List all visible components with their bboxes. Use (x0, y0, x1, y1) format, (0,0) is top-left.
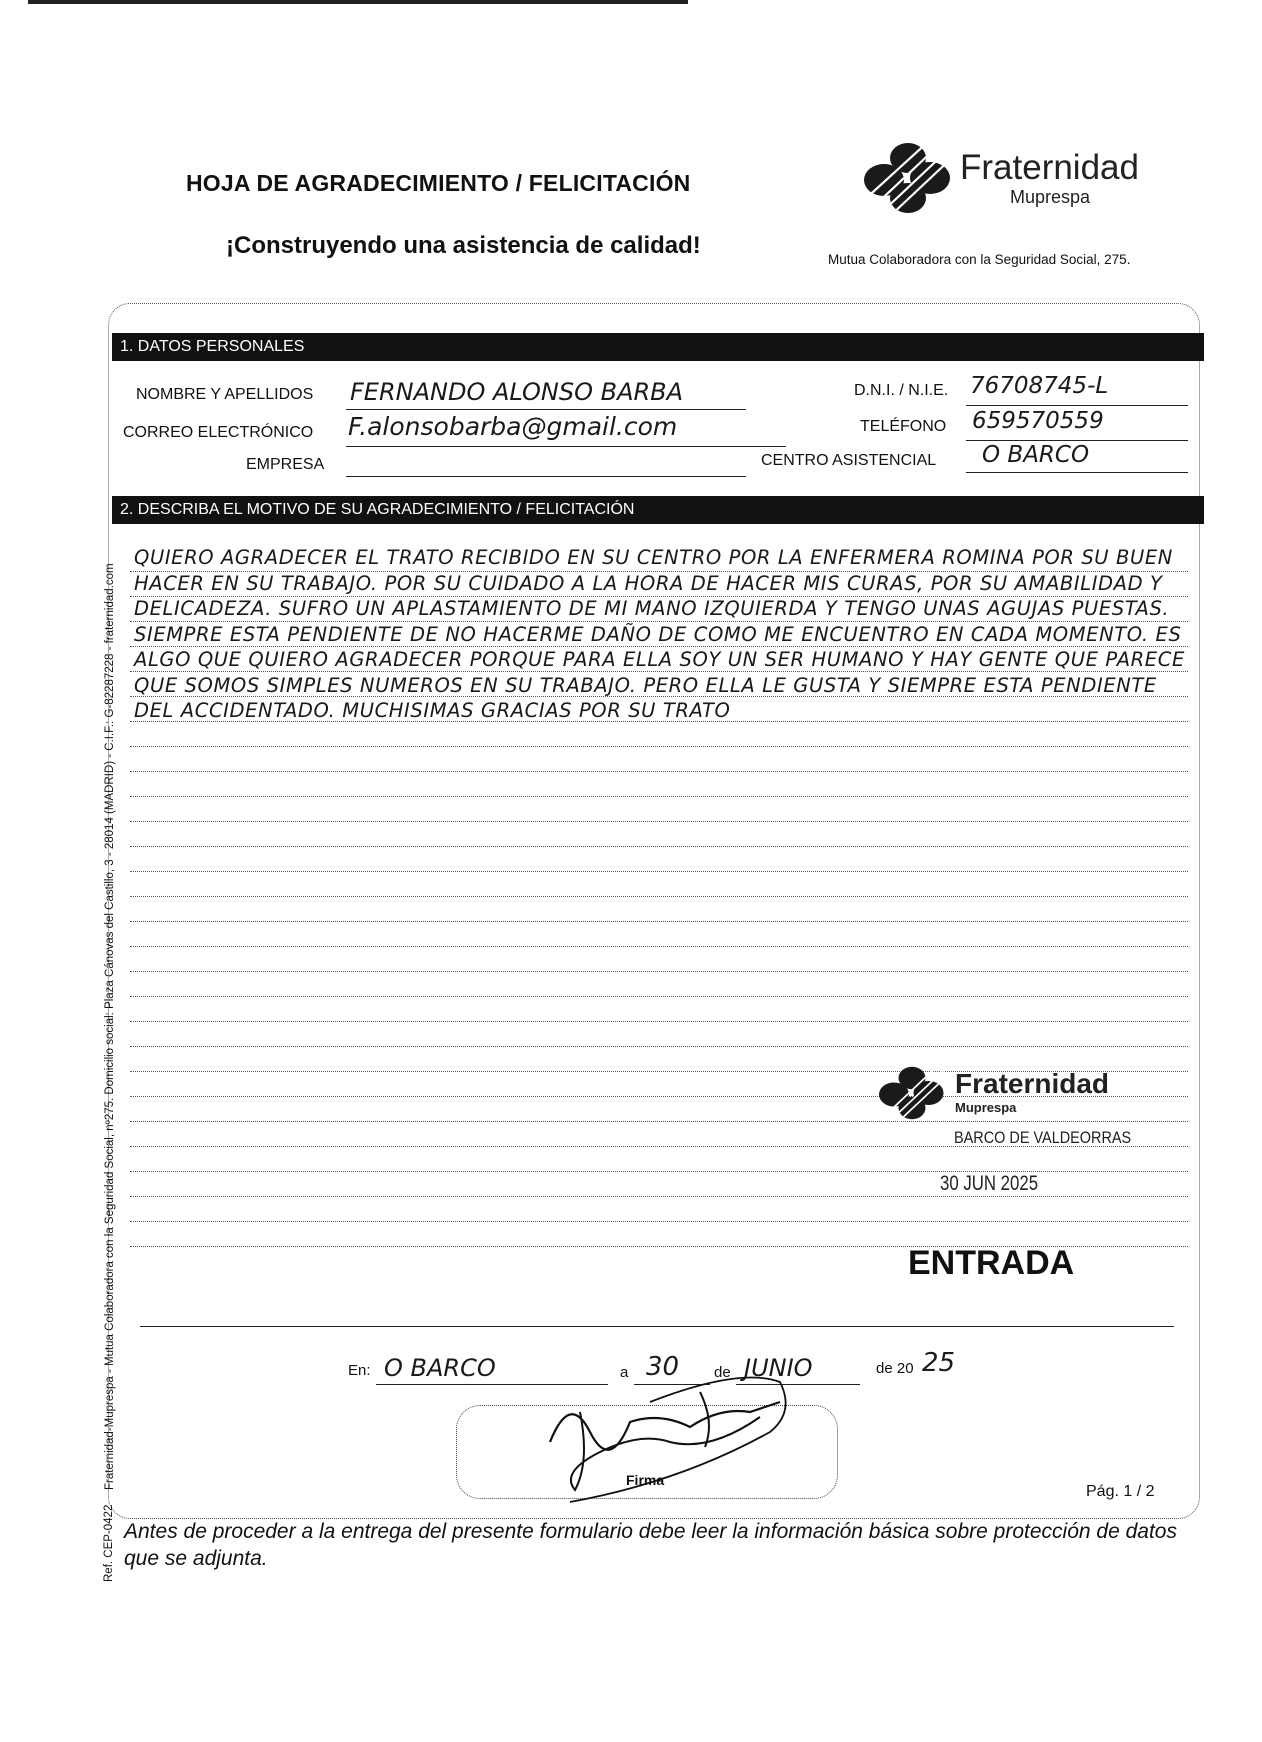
mutua-note: Mutua Colaboradora con la Seguridad Social, 275. (828, 252, 1131, 267)
rule-line (130, 946, 1188, 947)
rule-line (130, 846, 1188, 847)
label-dni: D.N.I. / N.I.E. (854, 382, 949, 399)
correo-underline (346, 446, 786, 447)
label-year: de 20 (876, 1360, 914, 1377)
dni-underline (966, 405, 1188, 406)
stamp-date: 30 JUN 2025 (940, 1172, 1039, 1195)
rule-line (130, 771, 1188, 772)
rule-line (130, 1196, 1188, 1197)
rule-line (130, 921, 1188, 922)
stamp-location: BARCO DE VALDEORRAS (954, 1128, 1132, 1147)
day-value[interactable]: 30 (646, 1352, 680, 1382)
nombre-value[interactable]: FERNANDO ALONSO BARBA (350, 378, 684, 406)
telefono-underline (966, 440, 1188, 441)
rule-line (130, 971, 1188, 972)
label-nombre: NOMBRE Y APELLIDOS (136, 386, 314, 403)
centro-underline (966, 472, 1188, 473)
section-motivo-header: 2. DESCRIBA EL MOTIVO DE SU AGRADECIMIENTO / FELICITACIÓN (112, 496, 1204, 524)
section-personal-data-header: 1. DATOS PERSONALES (112, 333, 1204, 361)
rule-line (130, 1221, 1188, 1222)
rule-line (130, 821, 1188, 822)
privacy-notice: Antes de proceder a la entrega del presente formulario debe leer la información básica sobre protección de datos que se adjunta. (124, 1520, 1177, 1570)
label-a: a (620, 1364, 629, 1381)
empresa-underline (346, 476, 746, 477)
stamp-entrada: ENTRADA (908, 1244, 1075, 1282)
label-correo: CORREO ELECTRÓNICO (123, 424, 314, 441)
scan-top-edge (28, 0, 688, 4)
rule-line (130, 1021, 1188, 1022)
firma-label: Firma (626, 1472, 665, 1488)
label-telefono: TELÉFONO (860, 418, 947, 435)
brand-subname: Muprespa (1010, 187, 1091, 207)
form-frame (108, 303, 1200, 1519)
rule-line (130, 1121, 1188, 1122)
year-value[interactable]: 25 (922, 1348, 956, 1378)
brand-name: Fraternidad (960, 148, 1139, 187)
fraternidad-logo-icon (860, 140, 956, 216)
form-subtitle: ¡Construyendo una asistencia de calidad! (226, 232, 701, 259)
rule-line (130, 746, 1188, 747)
stamp-logo-icon (876, 1064, 948, 1122)
message-text[interactable]: QUIERO AGRADECER EL TRATO RECIBIDO EN SU CENTRO POR LA ENFERMERA ROMINA POR SU BUEN HACER EN SU TRABAJO. POR SU CUIDADO A LA HORA DE HACER MIS CURAS, POR SU AMABILIDAD Y DELICADEZA. SUFRO UN APLASTAMIENTO DE MI MANO IZQUIERDA Y TENGO UNAS AGUJAS PUESTAS. SIEMPRE ESTA PENDIENTE DE NO HACERME DAÑO DE COMO ME ENCUENTRO EN CADA MOMENTO. ES ALGO QUE QUIERO AGRADECER PORQUE PARA ELLA SOY UN SER HUMANO Y HAY GENTE QUE PARECE QUE SOMOS SIMPLES NUMEROS EN SU TRABAJO. PERO ELLA LE GUSTA Y SIEMPRE ESTA PENDIENTE DEL ACCIDENTADO. MUCHISIMAS GRACIAS POR SU TRATO (134, 546, 1185, 722)
stamp-brand-sub: Muprespa (955, 1100, 1017, 1115)
page-number: Pág. 1 / 2 (1086, 1483, 1155, 1500)
telefono-value[interactable]: 659570559 (972, 408, 1104, 434)
rule-line (130, 871, 1188, 872)
stamp-brand: Fraternidad (955, 1068, 1110, 1099)
label-de: de (714, 1364, 731, 1381)
nombre-underline (346, 409, 746, 410)
label-en: En: (348, 1362, 371, 1379)
rule-line (130, 1046, 1188, 1047)
side-legal-text: Fraternidad-Muprespa - Mutua Colaboradora con la Seguridad Social, nº275. Domicilio social: Plaza Cánovas del Castillo, 3 - 28014 (MADRID) - C.I.F.: G-82287228 - fraternidad.com (104, 563, 116, 1490)
centro-value[interactable]: O BARCO (982, 442, 1090, 468)
correo-value[interactable]: F.alonsobarba@gmail.com (348, 412, 678, 441)
place-value[interactable]: O BARCO (384, 1354, 496, 1382)
month-value[interactable]: JUNIO (744, 1354, 813, 1382)
form-reference: Ref. CEP-0422 (103, 1504, 115, 1582)
message-end-line (140, 1326, 1174, 1327)
dni-value[interactable]: 76708745-L (970, 373, 1109, 399)
label-centro: CENTRO ASISTENCIAL (761, 452, 937, 469)
handwritten-signature[interactable] (530, 1372, 800, 1512)
rule-line (130, 896, 1188, 897)
rule-line (130, 996, 1188, 997)
form-title: HOJA DE AGRADECIMIENTO / FELICITACIÓN (186, 170, 691, 196)
label-empresa: EMPRESA (246, 456, 325, 473)
rule-line (130, 796, 1188, 797)
